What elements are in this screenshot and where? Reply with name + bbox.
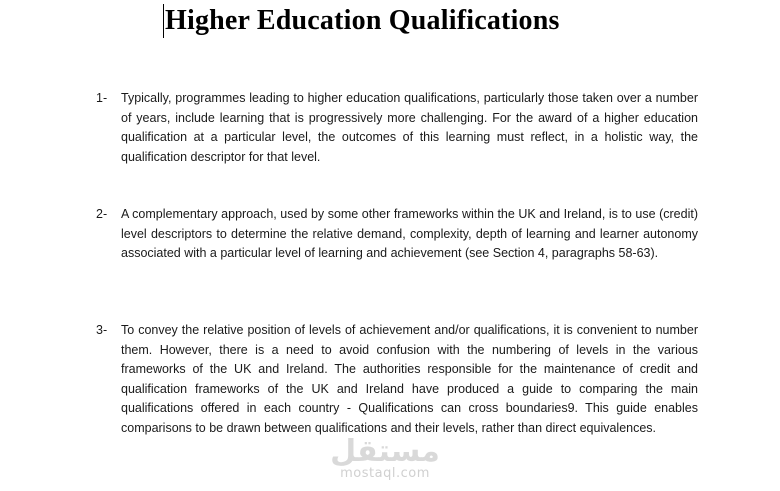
list-item[interactable] [96, 321, 698, 438]
list-item-paragraph[interactable]: To convey the relative position of levels of achievement and/or qualifications, it is convenient to number them. However, there is a need to avoid confusion with the numbering of levels in the various frameworks of the UK and Ireland. The authorities responsible for the maintenance of credit and qualification frameworks of the UK and Ireland have produced a guide to comparing the main qualifications offered in each country - Qualifications can cross boundaries9. This guide enables comparisons to be drawn between qualifications and their levels, rather than direct equivalences. [121, 323, 698, 435]
watermark-domain: mostaql.com [340, 466, 430, 481]
title-line[interactable] [163, 4, 560, 38]
document-title[interactable]: Higher Education Qualifications [165, 5, 560, 36]
list-item-paragraph[interactable]: Typically, programmes leading to higher education qualifications, particularly those taken over a number of years, include learning that is progressively more challenging. For the award of a higher education qualification at a particular level, the outcomes of this learning must reflect, in a holistic way, the qualification descriptor for that level. [121, 91, 698, 164]
list-item[interactable] [96, 89, 698, 167]
text-cursor [163, 4, 164, 38]
list-item-number: 2- [96, 207, 108, 221]
list-item[interactable] [96, 205, 698, 264]
list-item-number: 3- [96, 323, 108, 337]
list-item-paragraph[interactable]: A complementary approach, used by some other frameworks within the UK and Ireland, is to use (credit) level descriptors to determine the relative demand, complexity, depth of learning and learner autonomy associated with a particular level of learning and achievement (see Section 4, paragraphs 58-63). [121, 207, 698, 260]
list-item-number: 1- [96, 91, 108, 105]
watermark-arabic-logo: مستقل [330, 434, 440, 469]
mostaql-watermark [330, 434, 440, 481]
